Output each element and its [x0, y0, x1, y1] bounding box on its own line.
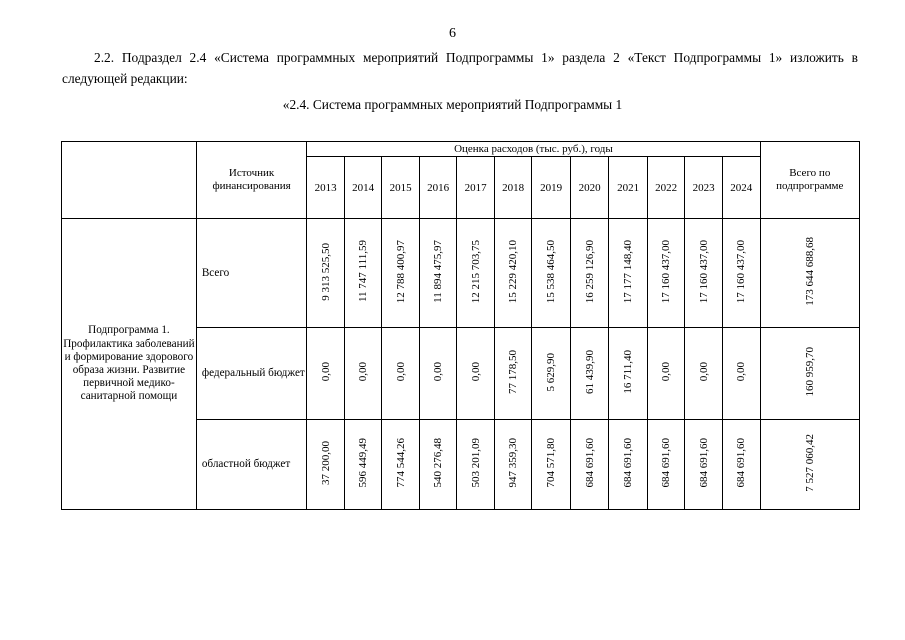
value-cell	[344, 328, 382, 420]
header-empty-cell	[62, 142, 197, 219]
value-text: 684 691,60	[622, 438, 635, 488]
header-total: Всего по подпрограмме	[760, 142, 859, 219]
value-cell	[532, 219, 571, 328]
section-title: «2.4. Система программных мероприятий Подпрограммы 1	[282, 97, 623, 112]
value-cell	[685, 328, 723, 420]
header-year: 2017	[457, 157, 495, 219]
value-text: 0,00	[660, 362, 673, 382]
value-text: 17 160 437,00	[735, 239, 748, 304]
value-cell	[722, 328, 760, 420]
header-year: 2020	[570, 157, 609, 219]
value-cell	[419, 420, 457, 510]
value-text: 15 229 420,10	[507, 239, 520, 304]
value-cell	[307, 420, 345, 510]
header-year: 2016	[419, 157, 457, 219]
value-text: 704 571,80	[545, 438, 558, 488]
value-text: 684 691,60	[583, 438, 596, 488]
value-text: 540 276,48	[432, 438, 445, 488]
value-text: 11 894 475,97	[432, 240, 445, 303]
header-year: 2015	[382, 157, 420, 219]
value-text: 684 691,60	[660, 438, 673, 488]
value-cell	[609, 420, 648, 510]
header-expenses: Оценка расходов (тыс. руб.), годы	[307, 142, 760, 157]
value-cell	[494, 328, 532, 420]
value-text: 15 538 464,50	[545, 239, 558, 304]
value-cell	[382, 219, 420, 328]
value-cell	[344, 420, 382, 510]
value-text: 0,00	[469, 362, 482, 382]
header-year: 2024	[722, 157, 760, 219]
value-text: 16 259 126,90	[583, 239, 596, 304]
program-name-cell: Подпрограмма 1. Профилактика заболеваний и формирование здорового образа жизни. Развитие первичной медико-санитарной помощи	[62, 219, 197, 510]
value-text: 16 711,40	[622, 350, 635, 394]
value-text: 684 691,60	[735, 438, 748, 488]
total-text: 7 527 060,42	[803, 434, 816, 492]
header-source: Источник финансирования	[196, 142, 307, 219]
funding-source-cell: областной бюджет	[196, 420, 307, 510]
total-cell	[760, 219, 859, 328]
header-year: 2019	[532, 157, 571, 219]
value-text: 0,00	[394, 362, 407, 382]
value-text: 17 160 437,00	[697, 239, 710, 304]
value-text: 947 359,30	[507, 438, 520, 488]
value-cell	[532, 328, 571, 420]
value-cell	[722, 219, 760, 328]
value-cell	[457, 420, 495, 510]
value-text: 0,00	[432, 362, 445, 382]
value-text: 12 788 400,97	[394, 239, 407, 304]
value-cell	[647, 219, 685, 328]
value-text: 37 200,00	[319, 441, 332, 485]
program-measures-table	[61, 141, 860, 510]
total-text: 160 959,70	[803, 347, 816, 397]
value-text: 11 747 111,59	[357, 240, 370, 303]
value-text: 774 544,26	[394, 438, 407, 488]
value-cell	[344, 219, 382, 328]
header-year: 2022	[647, 157, 685, 219]
value-cell	[532, 420, 571, 510]
value-cell	[647, 420, 685, 510]
header-year: 2013	[307, 157, 345, 219]
value-text: 17 160 437,00	[660, 239, 673, 304]
value-cell	[494, 420, 532, 510]
value-cell	[457, 328, 495, 420]
value-cell	[382, 328, 420, 420]
value-cell	[419, 219, 457, 328]
header-year: 2021	[609, 157, 648, 219]
value-cell	[685, 219, 723, 328]
page-number: 6	[449, 26, 456, 41]
value-text: 61 439,90	[583, 350, 596, 394]
total-cell	[760, 420, 859, 510]
value-cell	[570, 219, 609, 328]
value-text: 9 313 525,50	[319, 242, 332, 301]
header-year: 2014	[344, 157, 382, 219]
value-cell	[609, 328, 648, 420]
value-text: 77 178,50	[507, 350, 520, 394]
value-text: 0,00	[357, 362, 370, 382]
value-cell	[722, 420, 760, 510]
value-cell	[494, 219, 532, 328]
value-text: 0,00	[697, 362, 710, 382]
value-cell	[570, 328, 609, 420]
value-cell	[570, 420, 609, 510]
value-cell	[457, 219, 495, 328]
value-cell	[647, 328, 685, 420]
value-text: 684 691,60	[697, 438, 710, 488]
value-text: 503 201,09	[469, 438, 482, 488]
value-cell	[307, 328, 345, 420]
total-cell	[760, 328, 859, 420]
total-text: 173 644 688,68	[803, 237, 816, 306]
value-cell	[419, 328, 457, 420]
header-year: 2023	[685, 157, 723, 219]
value-cell	[685, 420, 723, 510]
value-cell	[609, 219, 648, 328]
value-cell	[382, 420, 420, 510]
value-text: 17 177 148,40	[622, 239, 635, 304]
value-text: 12 215 703,75	[469, 239, 482, 304]
funding-source-cell: Всего	[196, 219, 307, 328]
funding-source-cell: федеральный бюджет	[196, 328, 307, 420]
value-text: 5 629,90	[545, 352, 558, 392]
instruction-paragraph: 2.2. Подраздел 2.4 «Система программных мероприятий Подпрограммы 1» раздела 2 «Текст Подпрограммы 1» изложить в следующей редакции:	[62, 50, 858, 86]
value-cell	[307, 219, 345, 328]
value-text: 596 449,49	[357, 438, 370, 488]
header-year: 2018	[494, 157, 532, 219]
value-text: 0,00	[319, 362, 332, 382]
table-row	[62, 219, 860, 328]
value-text: 0,00	[735, 362, 748, 382]
